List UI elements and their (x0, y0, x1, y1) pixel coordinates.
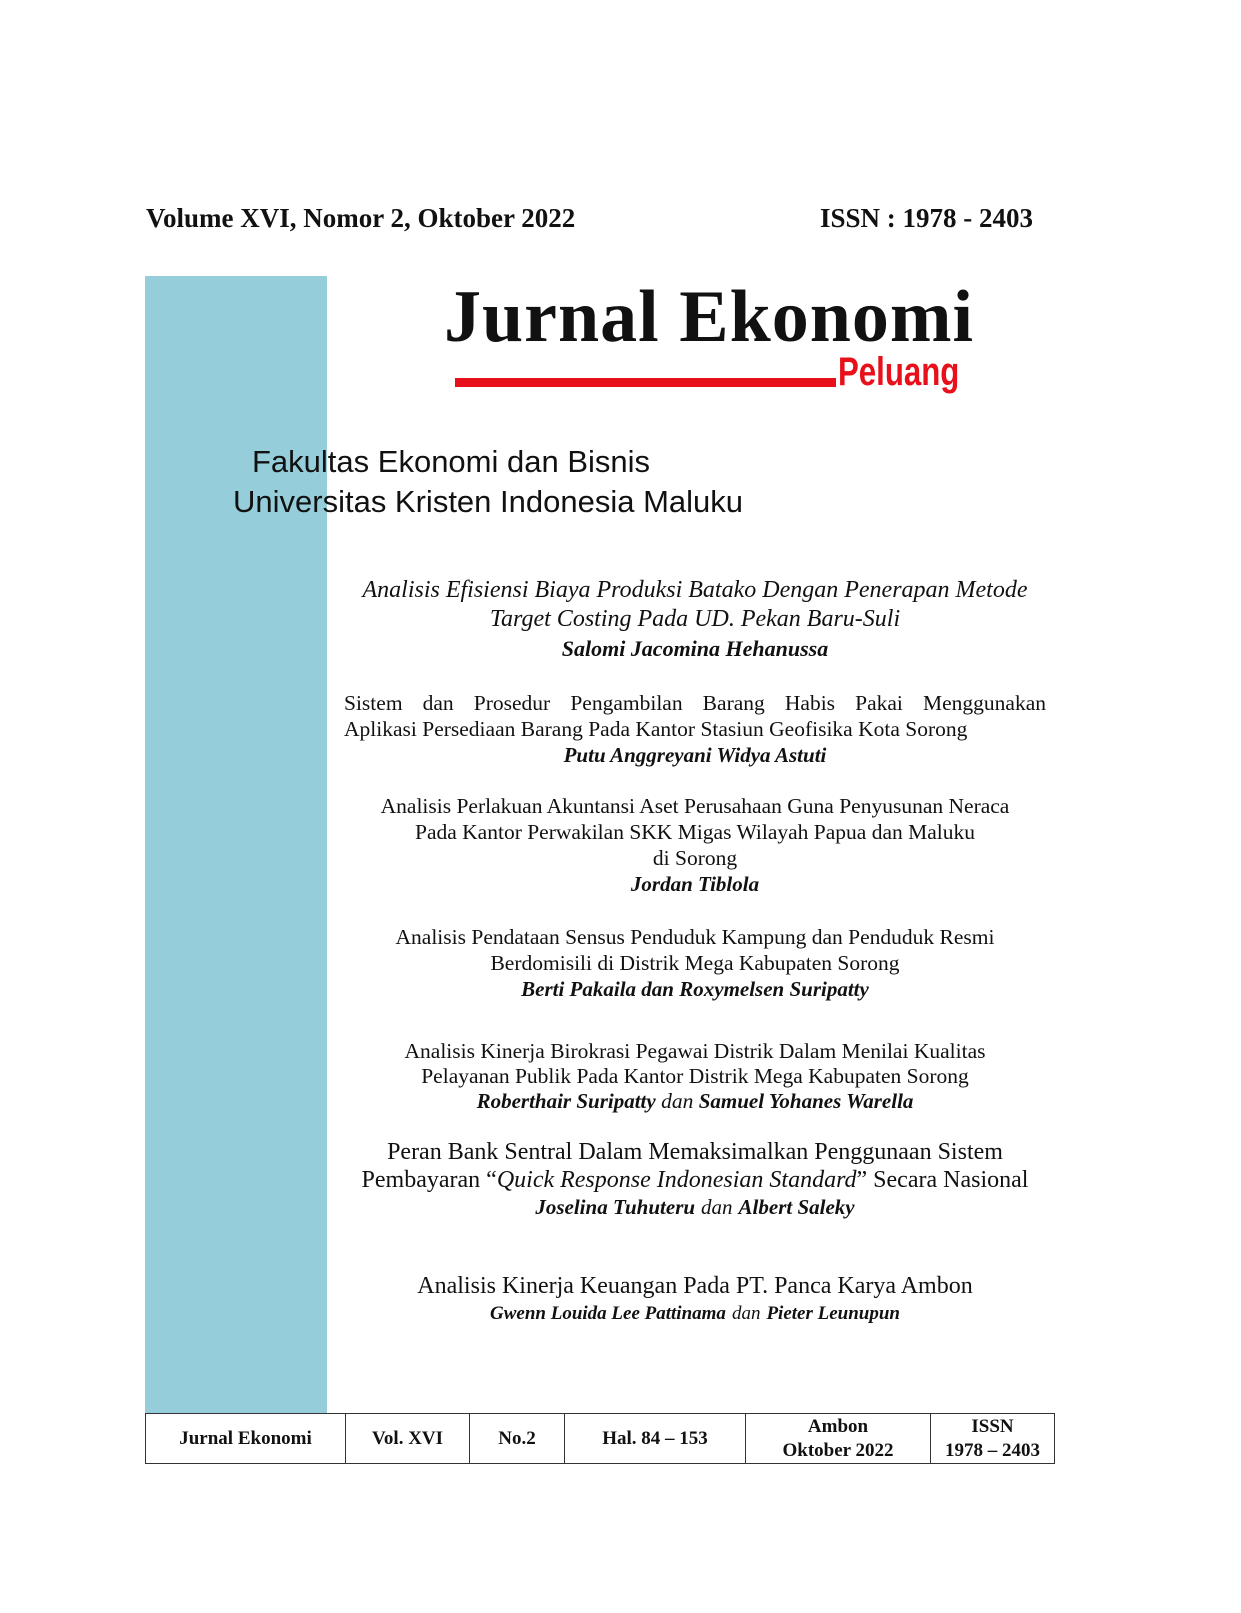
article-title-line: di Sorong (652, 846, 738, 870)
article-author: Salomi Jacomina Hehanussa (561, 636, 829, 661)
faculty-name: Fakultas Ekonomi dan Bisnis (252, 444, 651, 479)
footer-place: Ambon (807, 1415, 869, 1437)
article-title-line: Pelayanan Publik Pada Kantor Distrik Mega Kabupaten Sorong (421, 1064, 969, 1088)
article-title-line (344, 1166, 1046, 1194)
article-title-line: Sistem dan Prosedur Pengambilan Barang Habis Pakai Menggunakan (344, 691, 1046, 715)
article-entry (344, 576, 1046, 663)
journal-title: Jurnal Ekonomi (444, 276, 975, 358)
article-title-line: Berdomisili di Distrik Mega Kabupaten Sorong (490, 951, 900, 975)
table-cell-pages: Hal. 84 – 153 (565, 1414, 746, 1464)
table-cell-journal: Jurnal Ekonomi (146, 1414, 346, 1464)
article-title-line: Analisis Efisiensi Biaya Produksi Batako Dengan Penerapan Metode (362, 577, 1028, 603)
author-conjunction: dan (701, 1195, 733, 1219)
article-title-line: Analisis Kinerja Keuangan Pada PT. Panca Karya Ambon (417, 1273, 973, 1299)
article-author: Samuel Yohanes Warella (698, 1089, 914, 1113)
author-conjunction: dan (731, 1303, 761, 1324)
article-title-line: Analisis Kinerja Birokrasi Pegawai Distrik Dalam Menilai Kualitas (404, 1039, 986, 1063)
title-underline (455, 378, 836, 387)
footer-date: Oktober 2022 (782, 1439, 894, 1461)
article-entry (344, 793, 1046, 897)
issn-line: ISSN : 1978 - 2403 (820, 203, 1034, 233)
table-cell-number: No.2 (470, 1414, 565, 1464)
university-name: Universitas Kristen Indonesia Maluku (233, 484, 744, 519)
article-entry (344, 1138, 1046, 1220)
article-author: Roberthair Suripatty (476, 1089, 656, 1113)
article-author: Berti Pakaila dan Roxymelsen Suripatty (521, 977, 869, 1001)
article-title-line: Aplikasi Persediaan Barang Pada Kantor Stasiun Geofisika Kota Sorong (344, 717, 968, 741)
article-author: Putu Anggreyani Widya Astuti (563, 743, 827, 767)
author-conjunction: dan (661, 1089, 694, 1113)
footer-issn: 1978 – 2403 (945, 1439, 1040, 1461)
article-author: Albert Saleky (738, 1195, 855, 1219)
article-authors (344, 1089, 1046, 1114)
article-title-line: Target Costing Pada UD. Pekan Baru-Suli (489, 606, 901, 632)
article-title-line: Peran Bank Sentral Dalam Memaksimalkan Penggunaan Sistem (387, 1139, 1003, 1165)
title-text: Pembayaran “ (361, 1167, 497, 1193)
article-author: Joselina Tuhuteru (535, 1195, 696, 1219)
article-entry (344, 690, 1046, 768)
cover-info-table (145, 1413, 1055, 1464)
article-author: Gwenn Louida Lee Pattinama (490, 1303, 726, 1324)
table-cell-issn (931, 1414, 1055, 1464)
title-text: ” Secara Nasional (856, 1167, 1029, 1193)
table-row (146, 1414, 1055, 1464)
journal-subtitle: Peluang (838, 350, 960, 394)
table-cell-volume: Vol. XVI (346, 1414, 470, 1464)
article-title-line: Pada Kantor Perwakilan SKK Migas Wilayah Papua dan Maluku (414, 820, 976, 844)
article-entry (344, 1039, 1046, 1114)
title-italic-text: Quick Response Indonesian Standard (496, 1167, 857, 1193)
article-author: Pieter Leunupun (766, 1303, 900, 1324)
volume-line: Volume XVI, Nomor 2, Oktober 2022 (146, 203, 576, 233)
article-title-line: Analisis Pendataan Sensus Penduduk Kampung dan Penduduk Resmi (395, 925, 995, 949)
article-entry (344, 924, 1046, 1002)
article-title-line: Analisis Perlakuan Akuntansi Aset Perusahaan Guna Penyusunan Neraca (380, 794, 1010, 818)
article-author: Jordan Tiblola (630, 872, 760, 896)
table-cell-place-date (746, 1414, 931, 1464)
article-authors (344, 1300, 1046, 1326)
article-authors (344, 1194, 1046, 1220)
footer-issn-label: ISSN (971, 1415, 1014, 1437)
article-entry (344, 1272, 1046, 1326)
